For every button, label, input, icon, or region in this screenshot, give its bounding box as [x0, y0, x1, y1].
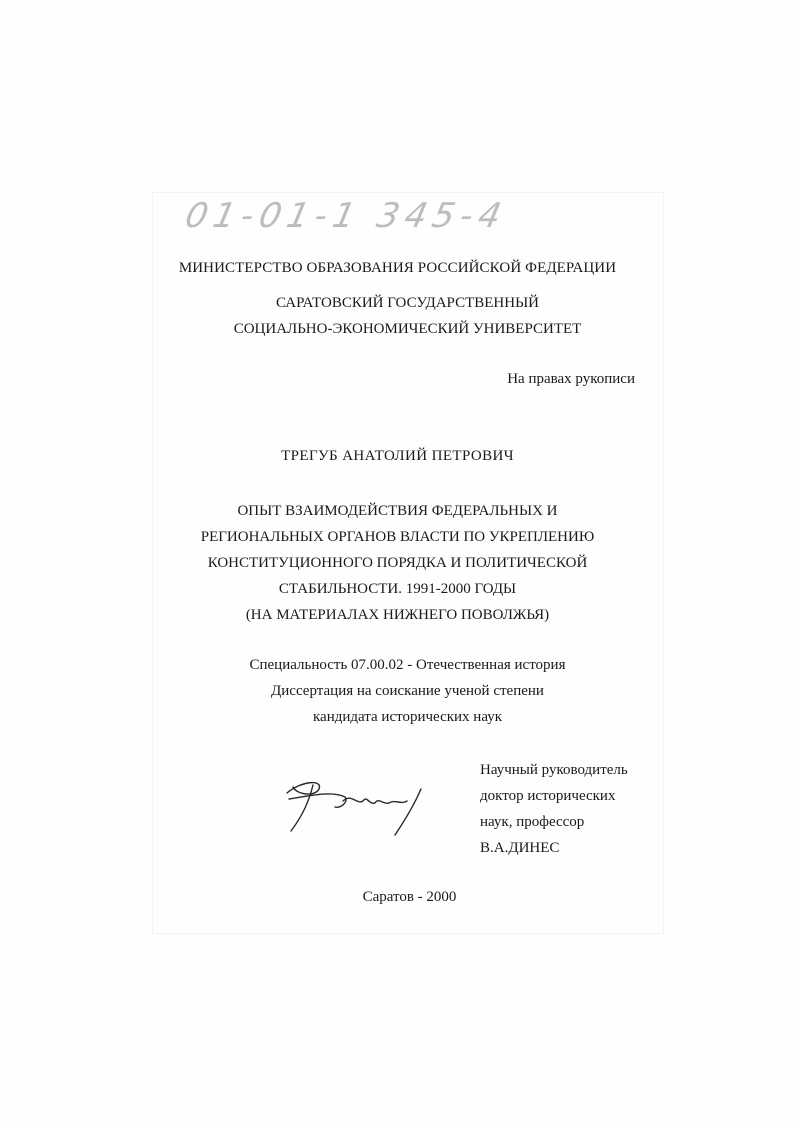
- title-line-4: СТАБИЛЬНОСТИ. 1991-2000 ГОДЫ: [278, 581, 517, 597]
- manuscript-rights-note: На правах рукописи: [507, 371, 635, 387]
- title-line-1: ОПЫТ ВЗАИМОДЕЙСТВИЯ ФЕДЕРАЛЬНЫХ И: [237, 503, 558, 519]
- title-line-2: РЕГИОНАЛЬНЫХ ОРГАНОВ ВЛАСТИ ПО УКРЕПЛЕНИЮ: [200, 529, 595, 545]
- degree-line: Диссертация на соискание ученой степени: [271, 683, 544, 699]
- dissertation-title: [0, 498, 795, 628]
- university-name-line-2: СОЦИАЛЬНО-ЭКОНОМИЧЕСКИЙ УНИВЕРСИТЕТ: [233, 321, 582, 337]
- specialty-block: [10, 652, 795, 730]
- advisor-role: Научный руководитель: [480, 762, 628, 778]
- advisor-title: наук, профессор: [480, 814, 585, 830]
- author-name: ТРЕГУБ АНАТОЛИЙ ПЕТРОВИЧ: [281, 448, 514, 464]
- archive-mark-handwritten: 01-01-1 345-4: [181, 196, 511, 236]
- title-line-3: КОНСТИТУЦИОННОГО ПОРЯДКА И ПОЛИТИЧЕСКОЙ: [207, 555, 588, 571]
- scientific-advisor-block: [480, 757, 628, 861]
- author-signature: [283, 775, 428, 840]
- city-and-year: Саратов - 2000: [362, 889, 457, 905]
- specialty-line: Специальность 07.00.02 - Отечественная история: [249, 657, 566, 673]
- title-line-5: (НА МАТЕРИАЛАХ НИЖНЕГО ПОВОЛЖЬЯ): [245, 607, 550, 623]
- university-name-line-1: САРАТОВСКИЙ ГОСУДАРСТВЕННЫЙ: [276, 295, 539, 311]
- ministry-heading: МИНИСТЕРСТВО ОБРАЗОВАНИЯ РОССИЙСКОЙ ФЕДЕРАЦИИ: [178, 260, 617, 276]
- degree-field-line: кандидата исторических наук: [312, 709, 503, 725]
- advisor-name: В.А.ДИНЕС: [480, 840, 560, 856]
- advisor-degree: доктор исторических: [480, 788, 616, 804]
